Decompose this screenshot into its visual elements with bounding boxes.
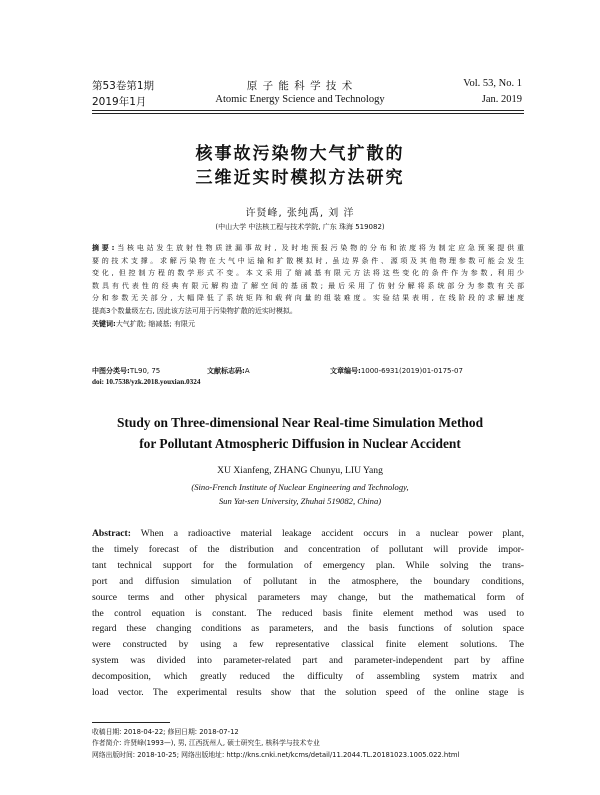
- abstract-cn-line: 分和参数无关部分, 大幅降低了系统矩阵和载荷向量的组装难度。实验结果表明, 在线阶段的求解速度: [92, 294, 524, 303]
- abstract-en-text: When a radioactive material leakage accident occurs in a nuclear power plant,: [140, 528, 524, 539]
- abstract-cn-text: 当核电站发生放射性物质泄漏事故时, 及时地预报污染物的分布和浓度将为制定应急预案提供重: [114, 244, 524, 252]
- title-en: [0, 412, 600, 454]
- abstract-en-line: decomposition, which greatly reduced the difficulty of assembling system matrix and: [92, 671, 524, 683]
- abstract-en-line: system was divided into parameter-related part and parameter-independent part by affine: [92, 655, 524, 667]
- article-number: [330, 365, 463, 378]
- authors-cn: 许贤峰, 张纯禹, 刘 洋: [245, 208, 355, 219]
- abstract-en-line: source terms and other physical parameters may change, but the mathematical form of: [92, 591, 524, 603]
- title-cn-line: 三维近实时模拟方法研究: [195, 168, 405, 188]
- abstract-en-line: [92, 526, 524, 542]
- footnote-rule: [92, 722, 170, 723]
- header-volume-en: Vol. 53, No. 1: [463, 78, 522, 89]
- title-en-line: for Pollutant Atmospheric Diffusion in Nuclear Accident: [139, 436, 461, 451]
- header-date-en: Jan. 2019: [481, 94, 522, 105]
- footnotes: [92, 727, 524, 761]
- abstract-en-label: Abstract:: [92, 528, 131, 539]
- doi: doi: 10.7538/yzk.2018.youxian.0324: [92, 378, 201, 386]
- abstract-en-line: were constructed by using a few representative classical finite element solutions. The: [92, 639, 524, 651]
- abstract-en-line: port and diffusion simulation of pollutant in the atmosphere, the boundary conditions,: [92, 575, 524, 587]
- keywords-cn-text: 大气扩散; 缩减基; 有限元: [115, 319, 195, 328]
- abstract-cn-line: 提高3个数量级左右, 因此该方法可用于污染物扩散的近实时模拟。: [92, 306, 297, 315]
- abstract-en-line: the control equation is constant. The reduced basis finite element method was used to: [92, 607, 524, 619]
- title-en-line: Study on Three-dimensional Near Real-time Simulation Method: [116, 415, 484, 430]
- header-rule-bottom: [92, 113, 524, 114]
- keywords-cn: [92, 318, 524, 331]
- abstract-cn-line: 数具有代表性的经典有限元解构造了解空间的基函数; 最后采用了仿射分解将系统部分为参数有关部: [92, 281, 524, 290]
- abstract-en-line: tant technical support for the formulation of emergency plan. While solving the trans-: [92, 559, 524, 571]
- classification-line: [92, 365, 160, 378]
- title-cn-line: 核事故污染物大气扩散的: [195, 144, 405, 164]
- footnote-received: 收稿日期: 2018-04-22; 修回日期: 2018-07-12: [92, 728, 239, 736]
- clc-value: TL90, 75: [129, 367, 161, 375]
- abstract-en-line: the timely forecast of the distribution and concentration of pollutant will provide impor-: [92, 543, 524, 555]
- abstract-cn-line: [92, 242, 524, 255]
- article-number-value: 1000-6931(2019)01-0175-07: [360, 367, 463, 375]
- affiliation-en-line: (Sino-French Institute of Nuclear Engineering and Technology,: [191, 482, 409, 492]
- header-volume-cn: 第53卷第1期: [92, 80, 155, 92]
- abstract-cn: [92, 242, 524, 330]
- footnote-online-pub: 网络出版时间: 2018-10-25; 网络出版地址: http://kns.cnki.net/kcms/detail/11.2044.TL.20181023.1005.022.html: [92, 750, 460, 759]
- article-number-label: 文章编号:: [330, 367, 361, 375]
- abstract-cn-line: 变化, 但控制方程的数学形式不变。本文采用了缩减基有限元方法将这些变化的条件作为参数, 利用少: [92, 269, 524, 278]
- document-code-value: A: [244, 367, 250, 375]
- abstract-cn-label: 摘要:: [92, 244, 115, 252]
- affiliation-en-line: Sun Yat-sen University, Zhuhai 519082, China): [218, 495, 382, 506]
- header-journal-cn: 原 子 能 科 学 技 术: [246, 80, 354, 92]
- header-date-cn: 2019年1月: [92, 96, 147, 108]
- document-code-label: 文献标志码:: [207, 367, 245, 375]
- document-code: [207, 365, 250, 378]
- abstract-en-line: load vector. The experimental results show that the solution speed of the online stage is: [92, 687, 524, 699]
- clc-label: 中图分类号:: [92, 367, 130, 375]
- authors-en: XU Xianfeng, ZHANG Chunyu, LIU Yang: [217, 465, 383, 476]
- abstract-en: [92, 526, 524, 701]
- affiliation-cn: (中山大学 中法核工程与技术学院, 广东 珠海 519082): [215, 223, 385, 231]
- header-rule-top: [92, 110, 524, 111]
- title-cn: [0, 142, 600, 190]
- keywords-cn-label: 关键词:: [92, 319, 116, 328]
- affiliation-en: [0, 481, 600, 508]
- abstract-cn-line: 要的技术支撑。求解污染物在大气中运输和扩散模拟时, 虽边界条件、源项及其他物理参数可能会发生: [92, 256, 524, 265]
- footnote-author-bio: 作者简介: 许贤峰(1993—), 男, 江西抚州人, 硕士研究生, 核科学与技术专业: [92, 739, 320, 748]
- header-journal-en: Atomic Energy Science and Technology: [215, 94, 385, 105]
- abstract-en-line: regard these changing conditions as parameters, and the basis functions of solution space: [92, 623, 524, 635]
